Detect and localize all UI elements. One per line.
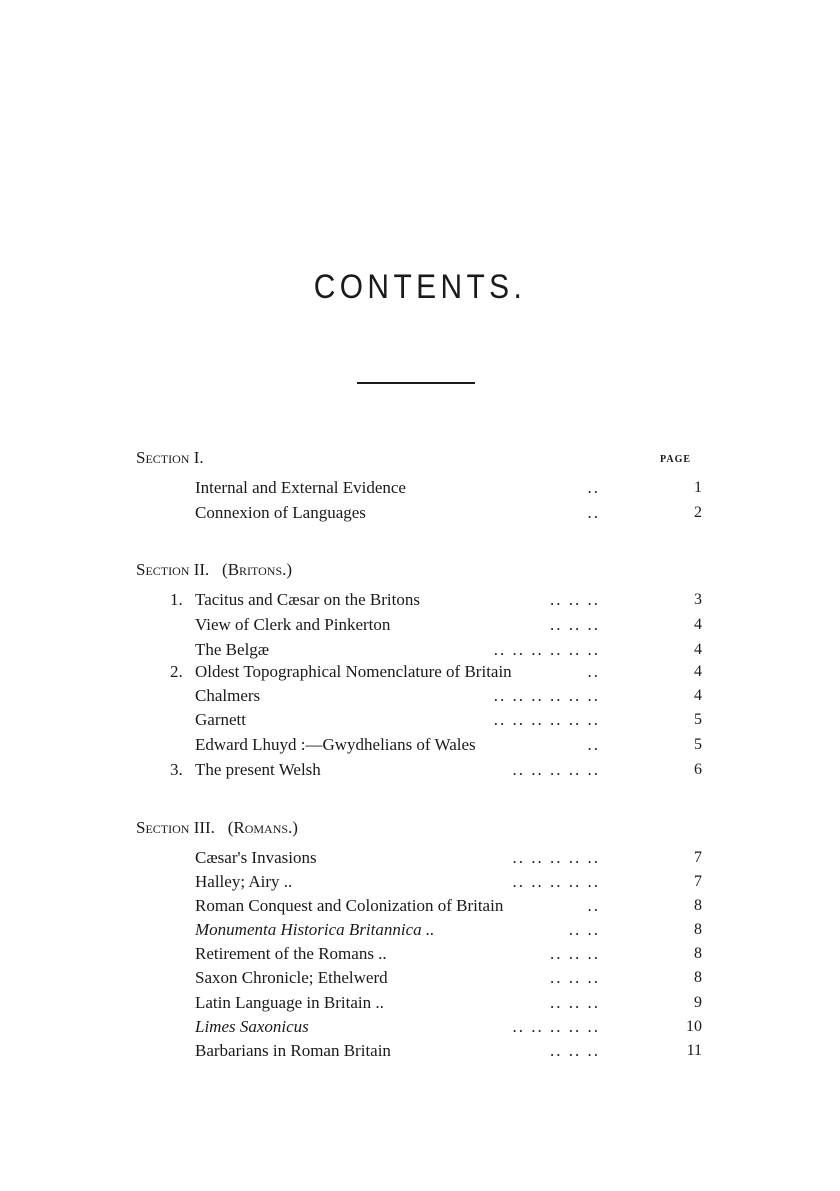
entry-page-number: 8 <box>694 945 702 962</box>
toc-entry <box>0 942 840 966</box>
entry-leader-dots: .. .. .. <box>550 615 600 634</box>
entry-title: Connexion of Languages <box>195 503 366 522</box>
entry-title: Monumenta Historica Britannica .. <box>195 920 435 939</box>
entry-title: Tacitus and Cæsar on the Britons <box>195 590 420 609</box>
toc-entry <box>0 476 840 500</box>
section-heading-label: Section II. <box>136 560 210 579</box>
entry-title: View of Clerk and Pinkerton <box>195 615 391 634</box>
section-heading <box>136 560 292 580</box>
toc-entry <box>0 894 840 918</box>
toc-entry <box>0 708 840 732</box>
entry-page-number: 8 <box>694 897 702 914</box>
toc-entry <box>0 1039 840 1063</box>
entry-title: Garnett <box>195 710 246 729</box>
entry-page-number: 7 <box>694 849 702 866</box>
section-heading <box>136 818 298 838</box>
entry-title: Latin Language in Britain .. <box>195 993 384 1012</box>
entry-page-number: 4 <box>694 687 702 704</box>
entry-page-number: 5 <box>694 711 702 728</box>
entry-leader-dots: .. .. <box>568 920 600 939</box>
entry-leader-dots: .. .. .. .. .. .. <box>493 710 600 729</box>
page-title: CONTENTS. <box>313 268 527 306</box>
section-subheading: (Romans.) <box>227 818 298 837</box>
entry-page-number: 7 <box>694 873 702 890</box>
entry-title: Limes Saxonicus <box>195 1017 309 1036</box>
entry-page-number: 1 <box>694 479 702 496</box>
section-heading-label: Section III. <box>136 818 215 837</box>
toc-entry <box>0 991 840 1015</box>
entry-page-number: 11 <box>686 1042 702 1059</box>
section-heading <box>136 448 204 468</box>
entry-title: Roman Conquest and Colonization of Britain <box>195 896 504 915</box>
entry-page-number: 4 <box>694 641 702 658</box>
entry-title: Retirement of the Romans .. <box>195 944 387 963</box>
toc-entry <box>0 660 840 684</box>
page-column-label: PAGE <box>660 454 692 465</box>
entry-number: 3. <box>170 760 183 779</box>
entry-leader-dots: .. <box>587 662 600 681</box>
entry-title: The Belgæ <box>195 640 270 659</box>
entry-page-number: 6 <box>694 761 702 778</box>
entry-title: Halley; Airy .. <box>195 872 293 891</box>
entry-title: Saxon Chronicle; Ethelwerd <box>195 968 388 987</box>
toc-entry <box>0 638 840 662</box>
entry-page-number: 9 <box>694 994 702 1011</box>
entry-title: Chalmers <box>195 686 261 705</box>
toc-entry <box>0 870 840 894</box>
entry-page-number: 3 <box>694 591 702 608</box>
toc-entry <box>0 501 840 525</box>
toc-entry <box>0 684 840 708</box>
toc-entry <box>0 966 840 990</box>
entry-leader-dots: .. .. .. <box>550 590 600 609</box>
section-heading-label: Section I. <box>136 448 204 467</box>
toc-entry <box>0 918 840 942</box>
entry-title: Edward Lhuyd :—Gwydhelians of Wales <box>195 735 476 754</box>
entry-leader-dots: .. .. .. <box>550 1041 600 1060</box>
entry-title: Cæsar's Invasions <box>195 848 317 867</box>
entry-leader-dots: .. <box>587 735 600 754</box>
toc-entry <box>0 846 840 870</box>
entry-leader-dots: .. .. .. .. .. <box>512 848 600 867</box>
entry-page-number: 8 <box>694 921 702 938</box>
entry-title: Internal and External Evidence <box>195 478 406 497</box>
entry-leader-dots: .. <box>587 503 600 522</box>
entry-number: 2. <box>170 662 183 681</box>
entry-leader-dots: .. <box>587 478 600 497</box>
entry-leader-dots: .. .. .. .. .. <box>512 1017 600 1036</box>
entry-page-number: 10 <box>686 1018 702 1035</box>
entry-page-number: 2 <box>694 504 702 521</box>
entry-leader-dots: .. .. .. .. .. .. <box>493 686 600 705</box>
entry-leader-dots: .. .. .. <box>550 968 600 987</box>
entry-leader-dots: .. .. .. <box>550 944 600 963</box>
toc-entry <box>0 588 840 612</box>
entry-title: Barbarians in Roman Britain <box>195 1041 391 1060</box>
entry-leader-dots: .. .. .. .. .. <box>512 760 600 779</box>
entry-leader-dots: .. .. .. .. .. <box>512 872 600 891</box>
entry-title: The present Welsh <box>195 760 321 779</box>
entry-page-number: 8 <box>694 969 702 986</box>
toc-entry <box>0 1015 840 1039</box>
toc-entry <box>0 758 840 782</box>
toc-entry <box>0 733 840 757</box>
toc-entry <box>0 613 840 637</box>
entry-leader-dots: .. <box>587 896 600 915</box>
entry-number: 1. <box>170 590 183 609</box>
section-subheading: (Britons.) <box>222 560 293 579</box>
entry-page-number: 5 <box>694 736 702 753</box>
entry-title: Oldest Topographical Nomenclature of Britain <box>195 662 512 681</box>
entry-page-number: 4 <box>694 616 702 633</box>
entry-page-number: 4 <box>694 663 702 680</box>
entry-leader-dots: .. .. .. .. .. .. <box>493 640 600 659</box>
entry-leader-dots: .. .. .. <box>550 993 600 1012</box>
title-rule <box>357 382 475 384</box>
